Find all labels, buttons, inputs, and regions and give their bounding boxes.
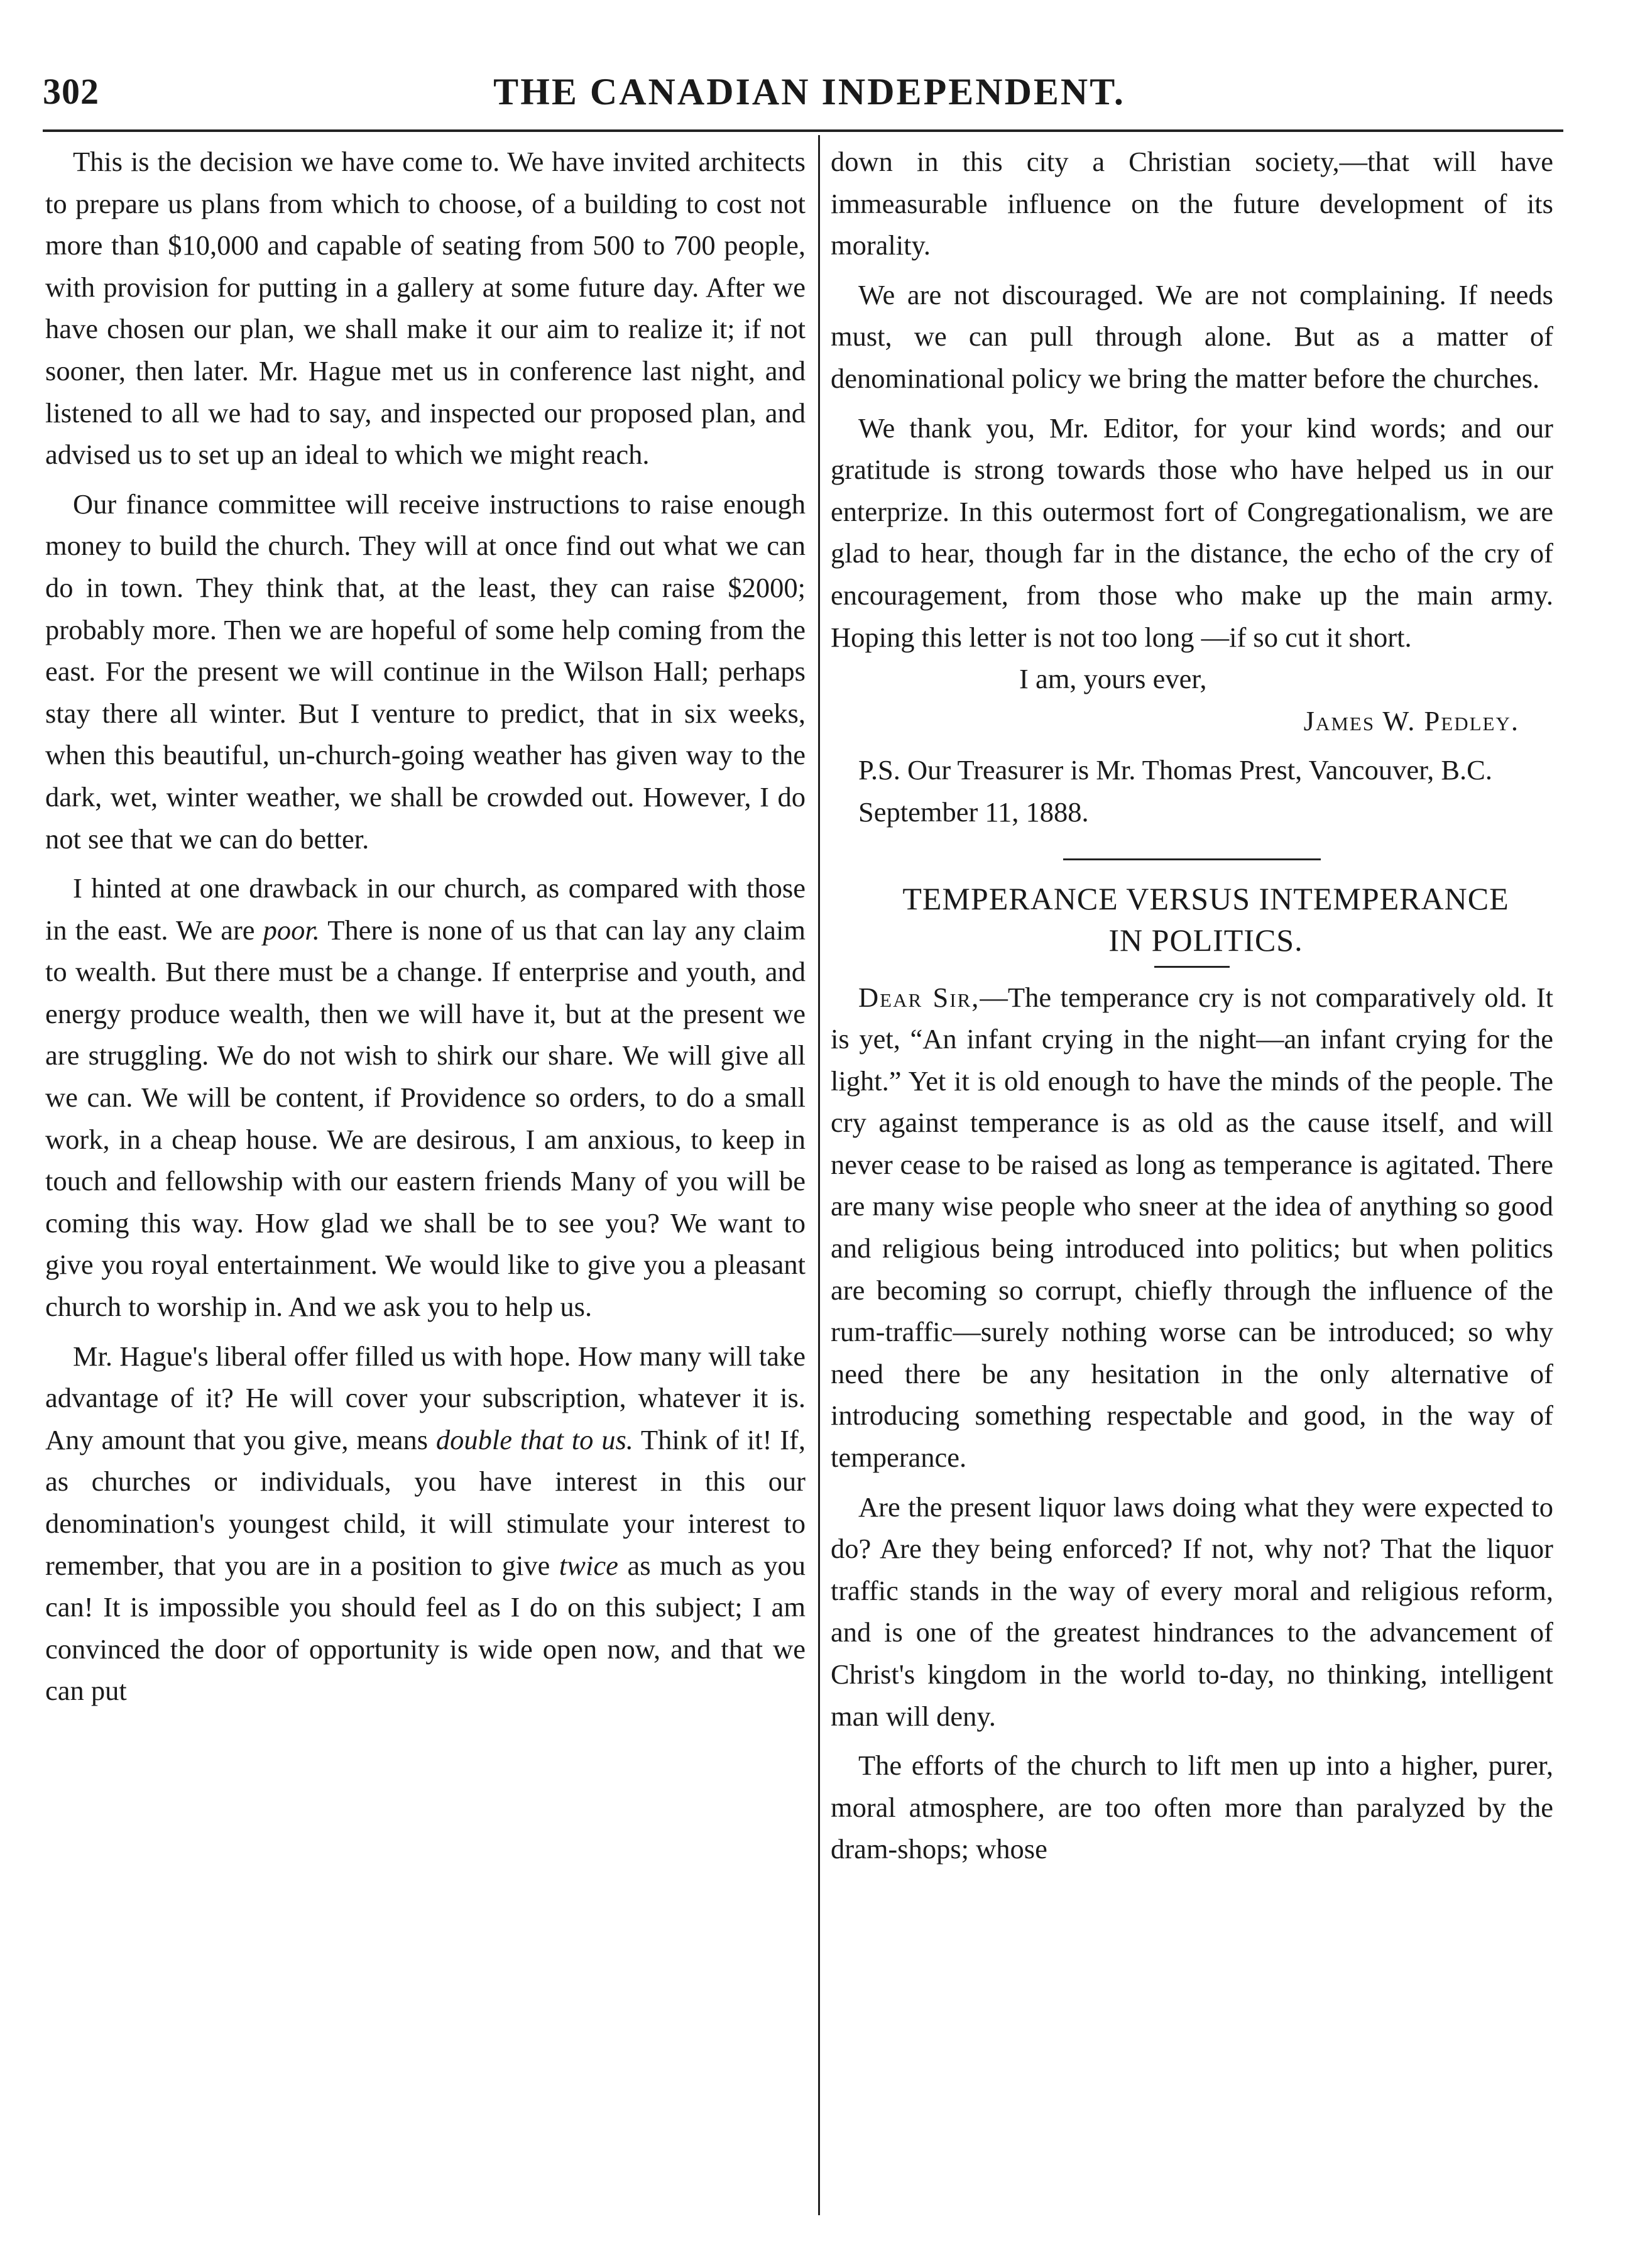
text-run: Think of it! If, as churches or individuals, you have interest in this our denomination's youngest child, it will stimulate your interest to remember, that you are in a position to give <box>45 1423 806 1581</box>
salutation: Dear Sir, <box>858 981 980 1013</box>
journal-title: THE CANADIAN INDEPENDENT. <box>493 71 1125 112</box>
page-header <box>43 70 1576 127</box>
title-underline-rule <box>1154 966 1230 968</box>
paragraph <box>45 1335 806 1712</box>
paragraph: We are not discouraged. We are not complaining. If needs must, we can pull through alone. But as a matter of denominational policy we bring the matter before the churches. <box>831 278 1553 394</box>
emphasis-text: twice <box>559 1549 618 1581</box>
text-run: I hinted at one drawback in our church, as compared with those in the east. We are <box>45 872 806 946</box>
letter-date: September 11, 1888. <box>858 796 1089 828</box>
continued-paragraph: down in this city a Christian society,—that will have immeasurable influence on the future development of its morality. <box>831 146 1553 261</box>
page-number: 302 <box>43 71 99 112</box>
paragraph: Our finance committee will receive instructions to raise enough money to build the church. They will at once find out what we can do in town. They think that, at the least, they can raise $2000; probably more. Then we are hopeful of some help coming from the east. For the present we will continue in the Wilson Hall; perhaps stay there all winter. But I venture to predict, that in six weeks, when this beautiful, un-church-going weather has given way to the dark, wet, winter weather, we shall be crowded out. However, I do not see that we can do better. <box>45 488 806 855</box>
right-column <box>831 133 1553 1870</box>
paragraph: The efforts of the church to lift men up into a higher, purer, moral atmosphere, are too often more than paralyzed by the dram-shops; whose <box>831 1750 1553 1865</box>
column-divider <box>818 135 820 2215</box>
emphasis-text: double that to us. <box>435 1423 633 1455</box>
text-run: There is none of us that can lay any claim to wealth. But there must be a change. If enterprise and youth, and energy produce wealth, then we will have it, but at the present we are struggling. We do not wish to shirk our share. We will give all we can. We will be content, if Providence so orders, to do a small work, in a cheap house. We are desirous, I am anxious, to keep in touch and fellowship with our eastern friends Many of you will be coming this way. How glad we shall be to see you? We want to give you royal entertainment. We would like to give you a pleasant church to worship in. And we ask you to help us. <box>45 914 806 1323</box>
text-run: —The temperance cry is not comparatively old. It is yet, “An infant crying in the night—an infant crying for the light.” Yet it is old enough to have the minds of the people. The cry against temperance is as old as the cause itself, and will never cease to be raised as long as temperance is agitated. There are many wise people who sneer at the idea of anything so good and religious being introduced into politics; but when politics are becoming so corrupt, chiefly through the influence of the rum-traffic—surely nothing worse can be introduced; so why need there be any hesitation in the only alternative of introducing something respectable and good, in the way of temperance. <box>831 981 1553 1474</box>
postscript: P.S. Our Treasurer is Mr. Thomas Prest, Vancouver, B.C. <box>858 754 1492 786</box>
paragraph: This is the decision we have come to. We have invited architects to prepare us plans from which to choose, of a building to cost not more than $10,000 and capable of seating from 500 to 700 people, with provision for putting in a gallery at some future day. After we have chosen our plan, we shall make it our aim to realize it; if not sooner, then later. Mr. Hague met us in conference last night, and listened to all we had to say, and inspected our proposed plan, and advised us to set up an ideal to which we might reach. <box>45 146 806 471</box>
section-divider <box>1063 858 1321 860</box>
article-title-line: IN POLITICS. <box>1108 922 1303 958</box>
text-run: Mr. Hague's liberal offer filled us with hope. How many will take advantage of it? He will cover your subscription, whatever it is. Any amount that you give, means <box>45 1340 806 1455</box>
letter-closing: I am, yours ever, <box>1019 663 1207 695</box>
paragraph: We thank you, Mr. Editor, for your kind words; and our gratitude is strong towards those who have helped us in our enterprize. In this outermost fort of Congregationalism, we are glad to hear, though far in the distance, the echo of the cry of encouragement, from those who make up the main army. Hoping this letter is not too long —if so cut it short. <box>831 412 1553 653</box>
letter-signature: James W. Pedley. <box>1303 704 1519 737</box>
article-title-line: TEMPERANCE VERSUS INTEMPERANCE <box>902 880 1509 916</box>
emphasis-text: poor. <box>263 914 320 946</box>
text-run: as much as you can! It is impossible you should feel as I do on this subject; I am convinced the door of opportunity is wide open now, and that we can put <box>45 1549 806 1707</box>
paragraph: Are the present liquor laws doing what they were expected to do? Are they being enforced? If not, why not? That the liquor traffic stands in the way of every moral and religious reform, and is one of the greatest hindrances to the advancement of Christ's kingdom in the world to-day, no thinking, intelligent man will deny. <box>831 1491 1553 1732</box>
paragraph <box>831 977 1553 1479</box>
header-rule <box>43 129 1563 132</box>
left-column <box>45 133 806 1712</box>
paragraph <box>45 867 806 1328</box>
